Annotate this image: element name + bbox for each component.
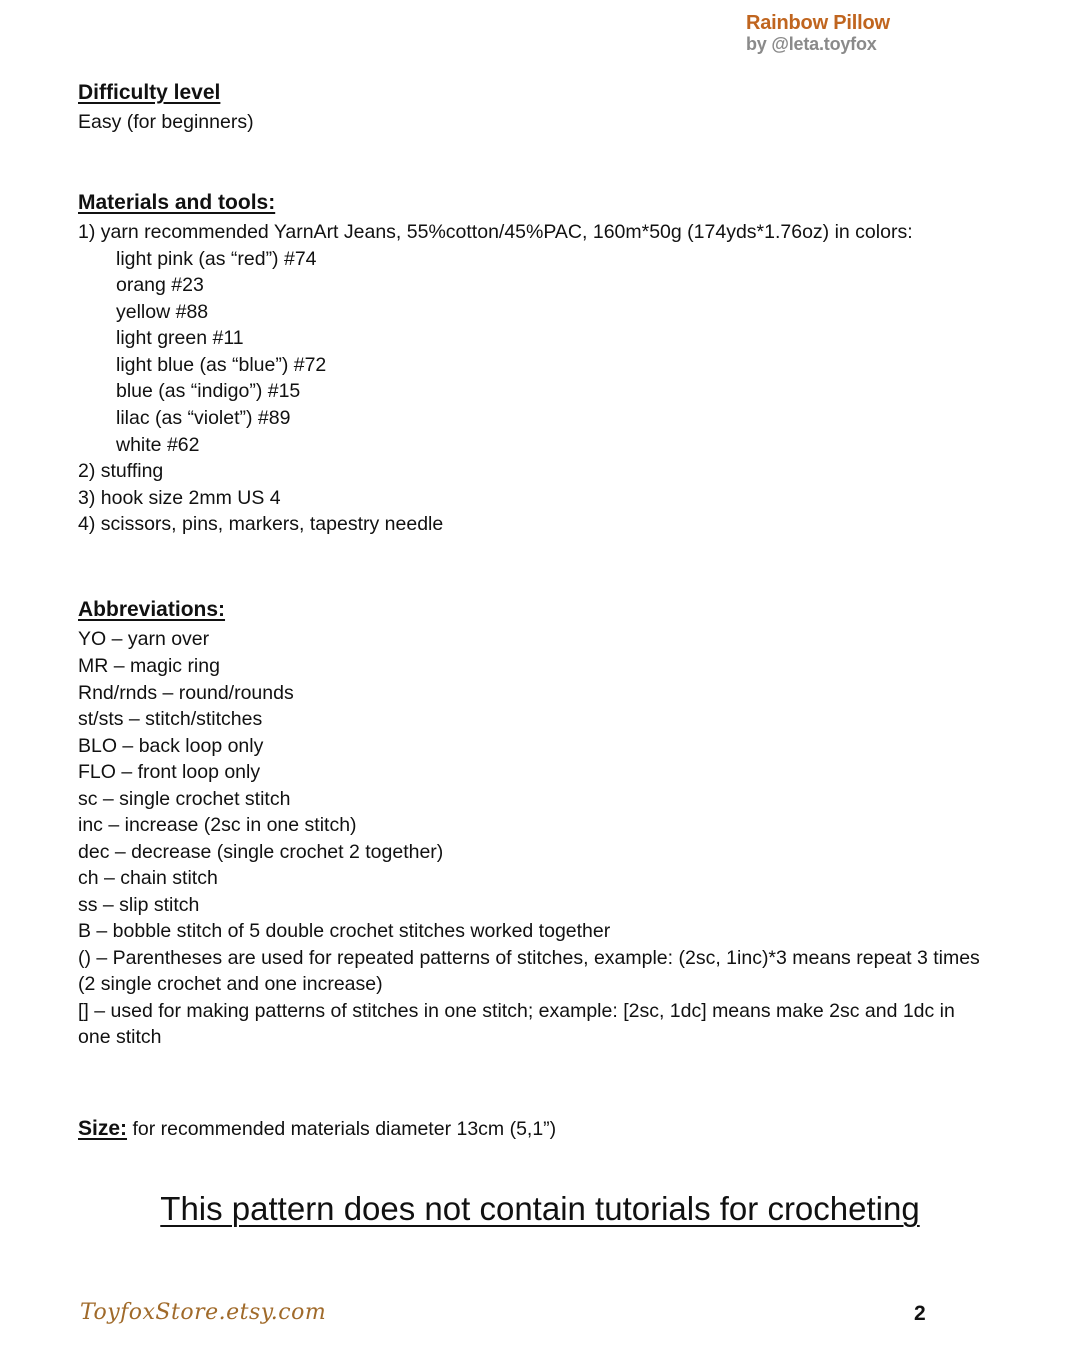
materials-item: 3) hook size 2mm US 4 bbox=[78, 487, 281, 509]
abbreviation-line: YO – yarn over bbox=[78, 628, 210, 650]
size-text: for recommended materials diameter 13cm (5,1”) bbox=[132, 1118, 557, 1140]
abbreviation-line: st/sts – stitch/stitches bbox=[78, 708, 263, 730]
page-number: 2 bbox=[914, 1302, 926, 1325]
color-item: light pink (as “red”) #74 bbox=[116, 248, 317, 270]
difficulty-value: Easy (for beginners) bbox=[78, 111, 254, 133]
abbreviation-line: (2 single crochet and one increase) bbox=[78, 973, 383, 995]
abbreviation-line: Rnd/rnds – round/rounds bbox=[78, 682, 294, 704]
abbreviation-line: inc – increase (2sc in one stitch) bbox=[78, 814, 357, 836]
abbreviation-line: ch – chain stitch bbox=[78, 867, 218, 889]
abbreviation-line: BLO – back loop only bbox=[78, 735, 264, 757]
abbreviation-line: MR – magic ring bbox=[78, 655, 220, 677]
size-label: Size: bbox=[78, 1117, 128, 1140]
abbreviation-line: ss – slip stitch bbox=[78, 894, 200, 916]
color-item: orang #23 bbox=[116, 274, 204, 296]
materials-yarn: 1) yarn recommended YarnArt Jeans, 55%cotton/45%PAC, 160m*50g (174yds*1.76oz) in colors: bbox=[78, 221, 913, 243]
materials-heading: Materials and tools: bbox=[78, 191, 276, 214]
tutorial-notice: This pattern does not contain tutorials for crocheting bbox=[160, 1190, 920, 1227]
abbreviation-line: dec – decrease (single crochet 2 together) bbox=[78, 841, 444, 863]
abbreviation-line: FLO – front loop only bbox=[78, 761, 261, 783]
difficulty-heading: Difficulty level bbox=[78, 81, 221, 104]
materials-item: 4) scissors, pins, markers, tapestry needle bbox=[78, 513, 444, 535]
color-item: light blue (as “blue”) #72 bbox=[116, 354, 327, 376]
pattern-title: Rainbow Pillow bbox=[746, 12, 890, 34]
color-item: lilac (as “violet”) #89 bbox=[116, 407, 291, 429]
abbreviations-heading: Abbreviations: bbox=[78, 598, 226, 621]
color-item: light green #11 bbox=[116, 327, 244, 349]
color-item: yellow #88 bbox=[116, 301, 209, 323]
materials-item: 2) stuffing bbox=[78, 460, 164, 482]
abbreviation-line: sc – single crochet stitch bbox=[78, 788, 291, 810]
shop-link[interactable]: ToyfoxStore.etsy.com bbox=[80, 1300, 327, 1325]
color-item: blue (as “indigo”) #15 bbox=[116, 380, 301, 402]
color-item: white #62 bbox=[116, 434, 200, 456]
abbreviation-line: one stitch bbox=[78, 1026, 162, 1048]
abbreviation-line: () – Parentheses are used for repeated patterns of stitches, example: (2sc, 1inc)*3 means repeat 3 times bbox=[78, 947, 980, 969]
abbreviation-line: B – bobble stitch of 5 double crochet stitches worked together bbox=[78, 920, 611, 942]
pattern-author: by @leta.toyfox bbox=[746, 34, 877, 55]
size-row bbox=[78, 1115, 556, 1143]
abbreviation-line: [] – used for making patterns of stitches in one stitch; example: [2sc, 1dc] means make 2sc and 1dc in bbox=[78, 1000, 955, 1022]
brand-block bbox=[746, 12, 890, 55]
